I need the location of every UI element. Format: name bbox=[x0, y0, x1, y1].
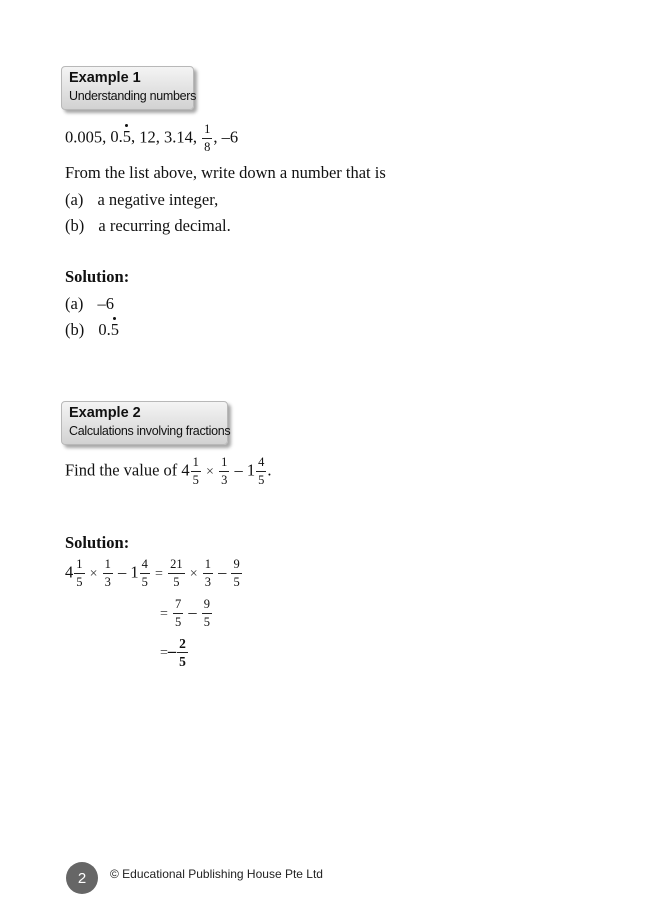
part-a bbox=[65, 190, 218, 210]
example-1-subtitle: Understanding numbers bbox=[69, 89, 197, 103]
answer-label: (b) bbox=[65, 320, 85, 339]
example-2-subtitle: Calculations involving fractions bbox=[69, 424, 231, 438]
fraction: $\frac{2}{5}$ bbox=[179, 636, 186, 669]
fraction: $\frac{1}{3}$ bbox=[221, 455, 228, 487]
number-item: 0.005, bbox=[65, 127, 107, 147]
answer-b bbox=[65, 320, 119, 340]
number-list: 0.005, 0.5, 12, 3.14, $\frac{1}{8}$ , –6 bbox=[65, 122, 239, 154]
fraction: $\frac{4}{5}$ bbox=[141, 557, 148, 589]
part-text: a recurring decimal. bbox=[98, 216, 231, 235]
example-2-badge bbox=[61, 401, 231, 445]
fraction: $\frac{21}{5}$ bbox=[170, 557, 183, 589]
fraction: $\frac{4}{5}$ bbox=[258, 455, 265, 487]
answer-text: –6 bbox=[97, 294, 114, 313]
example-2-title: Example 2 bbox=[69, 405, 141, 421]
answer-label: (a) bbox=[65, 294, 84, 313]
solution-label-2: Solution: bbox=[65, 533, 130, 552]
fraction: $\frac{9}{5}$ bbox=[203, 597, 211, 629]
fraction: $\frac{1}{3}$ bbox=[204, 557, 211, 589]
copyright-text: © Educational Publishing House Pte Ltd bbox=[110, 867, 323, 881]
number-item: 3.14, bbox=[164, 127, 197, 147]
fraction: $\frac{9}{5}$ bbox=[233, 557, 240, 589]
question-prefix: Find the value of bbox=[65, 460, 178, 480]
solution-step-1: 4 $\frac{1}{5}$ × $\frac{1}{3}$ – 1 $\frac{4}{5}$ = $\frac{21}{5}$ × $\frac{1}{3}$ – $\frac{9}{5}$ bbox=[65, 557, 240, 589]
number-item: 12, bbox=[139, 127, 160, 147]
example-1-badge bbox=[61, 66, 197, 110]
part-text: a negative integer, bbox=[97, 190, 219, 209]
page-number: 2 bbox=[66, 862, 98, 894]
answer-text: 0.5 bbox=[98, 320, 119, 339]
question-text: From the list above, write down a number that is bbox=[65, 163, 386, 182]
part-label: (b) bbox=[65, 216, 85, 235]
example-1-title: Example 1 bbox=[69, 70, 141, 86]
solution-step-3: =– $\frac{2}{5}$ bbox=[160, 636, 186, 669]
fraction: $\frac{1}{8}$ bbox=[204, 122, 211, 154]
solution-step-2: = $\frac{7}{5}$ – $\frac{9}{5}$ bbox=[160, 597, 211, 629]
part-b bbox=[65, 216, 231, 236]
recurring-number: 0.5, bbox=[110, 127, 136, 147]
fraction: $\frac{1}{3}$ bbox=[104, 557, 111, 589]
answer-a bbox=[65, 294, 114, 314]
part-label: (a) bbox=[65, 190, 84, 209]
fraction: $\frac{1}{5}$ bbox=[76, 557, 83, 589]
fraction: $\frac{7}{5}$ bbox=[175, 597, 182, 629]
fraction: $\frac{1}{5}$ bbox=[192, 455, 199, 487]
example-2-question: Find the value of 4 $\frac{1}{5}$ × $\frac{1}{3}$ – 1 $\frac{4}{5}$ . bbox=[65, 455, 272, 487]
number-item: –6 bbox=[221, 127, 239, 147]
solution-label: Solution: bbox=[65, 267, 130, 286]
